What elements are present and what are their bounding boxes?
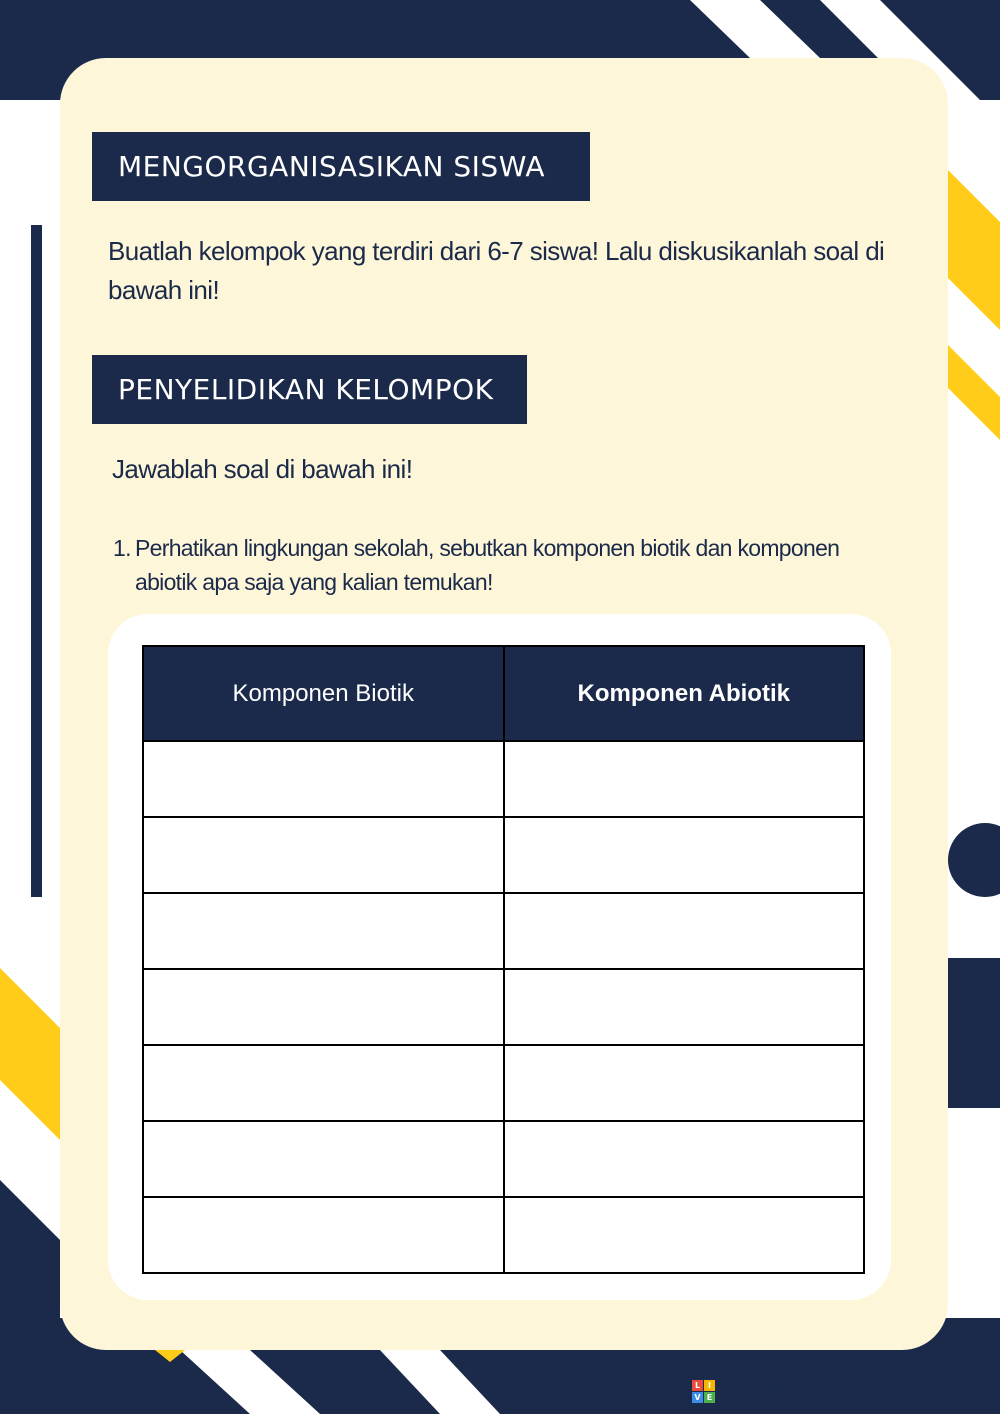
- header-abiotic: Komponen Abiotik: [504, 646, 865, 741]
- answer-cell-abiotic[interactable]: [504, 1197, 865, 1273]
- right-navy-block: [948, 958, 1000, 1108]
- table-row: [143, 1045, 864, 1121]
- answer-cell-biotic[interactable]: [143, 893, 504, 969]
- question-number: 1.: [113, 535, 131, 561]
- logo-letter-l: L: [692, 1380, 703, 1391]
- table-row: [143, 1197, 864, 1273]
- answer-table: [142, 645, 865, 1274]
- question-1: [113, 531, 903, 599]
- section-heading-organize: MENGORGANISASIKAN SISWA: [92, 132, 590, 201]
- answer-cell-biotic[interactable]: [143, 1121, 504, 1197]
- table-row: [143, 893, 864, 969]
- answer-cell-abiotic[interactable]: [504, 893, 865, 969]
- answer-cell-abiotic[interactable]: [504, 817, 865, 893]
- logo-letter-v: V: [692, 1392, 703, 1403]
- answer-cell-abiotic[interactable]: [504, 741, 865, 817]
- answer-cell-biotic[interactable]: [143, 817, 504, 893]
- left-yellow-stripe-1: [0, 968, 60, 1140]
- answer-cell-biotic[interactable]: [143, 1045, 504, 1121]
- liveworksheets-logo-icon: [692, 1380, 715, 1403]
- question-text: Perhatikan lingkungan sekolah, sebutkan komponen biotik dan komponen abiotik apa saja yang kalian temukan!: [135, 535, 840, 595]
- answer-cell-biotic[interactable]: [143, 1197, 504, 1273]
- table-row: [143, 1121, 864, 1197]
- answer-cell-biotic[interactable]: [143, 741, 504, 817]
- left-vertical-bar: [31, 225, 42, 897]
- section-heading-investigation: PENYELIDIKAN KELOMPOK: [92, 355, 527, 424]
- table-row: [143, 969, 864, 1045]
- liveworksheets-logo[interactable]: [692, 1376, 990, 1406]
- answer-cell-abiotic[interactable]: [504, 1121, 865, 1197]
- table-row: [143, 741, 864, 817]
- header-biotic: Komponen Biotik: [143, 646, 504, 741]
- right-navy-circle: [948, 823, 1000, 897]
- logo-letter-e: E: [704, 1392, 715, 1403]
- answer-cell-abiotic[interactable]: [504, 969, 865, 1045]
- right-yellow-stripe-2: [948, 345, 1000, 440]
- table-row: [143, 817, 864, 893]
- answer-cell-biotic[interactable]: [143, 969, 504, 1045]
- logo-text: LIVEWORKSHEETS: [719, 1375, 990, 1407]
- right-yellow-stripe-1: [948, 170, 1000, 330]
- instruction-text: Jawablah soal di bawah ini!: [112, 454, 413, 484]
- table-header-row: [143, 646, 864, 741]
- section-text-organize: Buatlah kelompok yang terdiri dari 6-7 siswa! Lalu diskusikanlah soal di bawah ini!: [108, 236, 885, 305]
- logo-letter-i: I: [704, 1380, 715, 1391]
- answer-cell-abiotic[interactable]: [504, 1045, 865, 1121]
